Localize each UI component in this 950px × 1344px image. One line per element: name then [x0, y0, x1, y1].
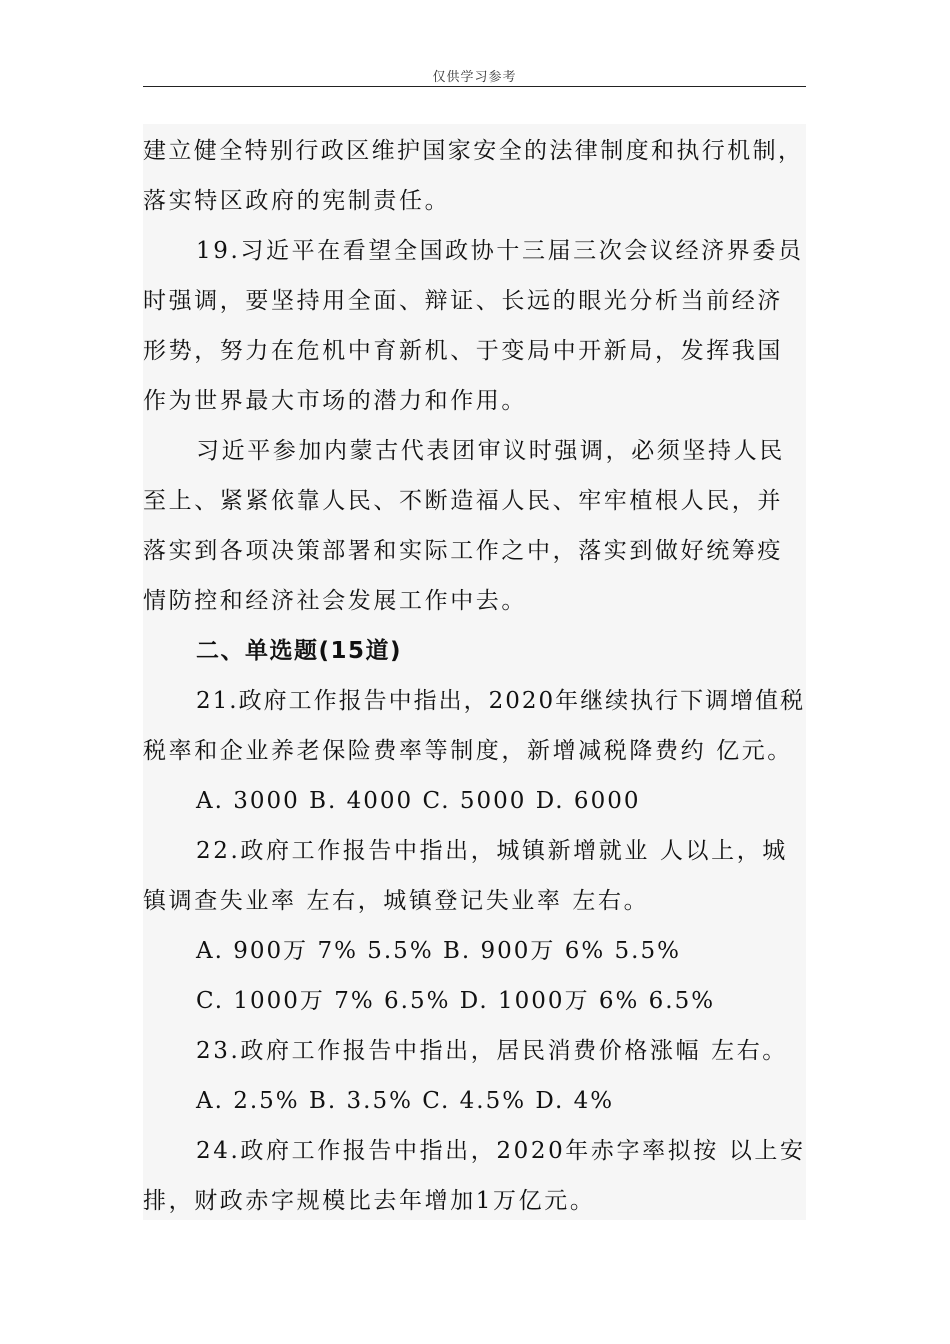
question-21: 21.政府工作报告中指出，2020年继续执行下调增值税	[196, 688, 806, 714]
text-line: 至上、紧紧依靠人民、不断造福人民、牢牢植根人民，并	[143, 488, 783, 514]
options-22-ab: A. 900万 7% 5.5% B. 900万 6% 5.5%	[196, 938, 681, 964]
text-line: 时强调，要坚持用全面、辩证、长远的眼光分析当前经济	[143, 288, 783, 314]
question-22: 22.政府工作报告中指出，城镇新增就业 人以上，城	[196, 838, 788, 864]
options-22-cd: C. 1000万 7% 6.5% D. 1000万 6% 6.5%	[196, 988, 716, 1014]
section-heading: 二、单选题(15道)	[196, 638, 403, 664]
paragraph-start: 习近平参加内蒙古代表团审议时强调，必须坚持人民	[196, 438, 785, 464]
text-line: 形势，努力在危机中育新机、于变局中开新局，发挥我国	[143, 338, 783, 364]
question-23: 23.政府工作报告中指出，居民消费价格涨幅 左右。	[196, 1038, 788, 1064]
text-line: 情防控和经济社会发展工作中去。	[143, 588, 527, 614]
header-text: 仅供学习参考	[432, 70, 517, 85]
options-21: A. 3000 B. 4000 C. 5000 D. 6000	[196, 788, 641, 814]
document-body	[143, 124, 806, 1220]
question-19: 19.习近平在看望全国政协十三届三次会议经济界委员	[196, 238, 804, 264]
text-line: 排，财政赤字规模比去年增加1万亿元。	[143, 1188, 596, 1214]
text-line: 镇调查失业率 左右，城镇登记失业率 左右。	[143, 888, 650, 914]
options-23: A. 2.5% B. 3.5% C. 4.5% D. 4%	[196, 1088, 615, 1114]
text-line: 税率和企业养老保险费率等制度，新增减税降费约 亿元。	[143, 738, 793, 764]
text-line: 落实到各项决策部署和实际工作之中，落实到做好统筹疫	[143, 538, 783, 564]
text-line: 建立健全特别行政区维护国家安全的法律制度和执行机制，	[143, 138, 804, 164]
question-24: 24.政府工作报告中指出，2020年赤字率拟按 以上安	[196, 1138, 806, 1164]
text-line: 作为世界最大市场的潜力和作用。	[143, 388, 527, 414]
text-line: 落实特区政府的宪制责任。	[143, 188, 451, 214]
page-header	[143, 64, 806, 87]
